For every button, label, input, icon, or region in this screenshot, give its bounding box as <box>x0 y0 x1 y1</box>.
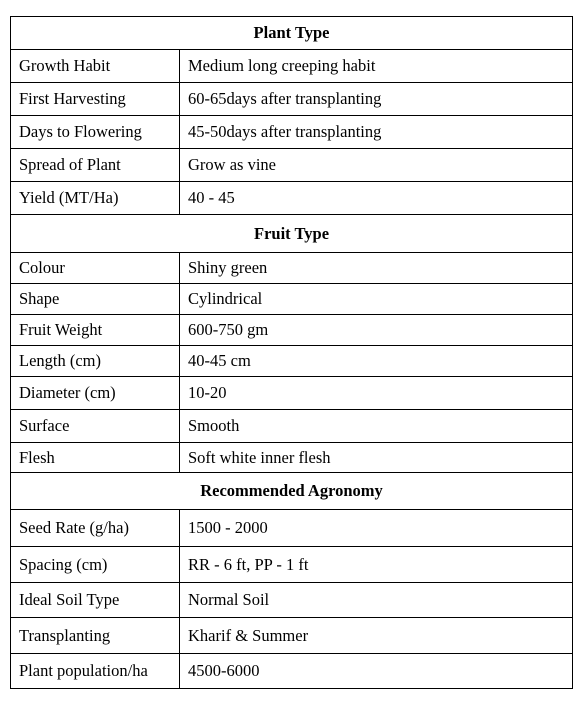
row-label: First Harvesting <box>11 83 180 116</box>
section-header-row <box>11 215 573 253</box>
table-row <box>11 116 573 149</box>
row-value: Kharif & Summer <box>180 618 573 654</box>
table-row <box>11 284 573 315</box>
row-value: 40-45 cm <box>180 346 573 377</box>
table-row <box>11 83 573 116</box>
row-value: Shiny green <box>180 253 573 284</box>
section-header-row <box>11 17 573 50</box>
row-label: Spread of Plant <box>11 149 180 182</box>
row-label: Spacing (cm) <box>11 547 180 583</box>
table-row <box>11 443 573 473</box>
row-value: 4500-6000 <box>180 654 573 689</box>
row-value: Grow as vine <box>180 149 573 182</box>
row-label: Diameter (cm) <box>11 377 180 410</box>
row-label: Flesh <box>11 443 180 473</box>
spec-table <box>10 16 573 689</box>
table-row <box>11 654 573 689</box>
row-label: Seed Rate (g/ha) <box>11 510 180 547</box>
section-title-recommended-agronomy: Recommended Agronomy <box>11 473 573 510</box>
row-label: Days to Flowering <box>11 116 180 149</box>
table-row <box>11 377 573 410</box>
table-row <box>11 618 573 654</box>
row-value: 60-65days after transplanting <box>180 83 573 116</box>
row-value: Medium long creeping habit <box>180 50 573 83</box>
row-label: Transplanting <box>11 618 180 654</box>
table-row <box>11 50 573 83</box>
row-label: Colour <box>11 253 180 284</box>
row-value: Cylindrical <box>180 284 573 315</box>
table-row <box>11 315 573 346</box>
table-row <box>11 182 573 215</box>
row-label: Yield (MT/Ha) <box>11 182 180 215</box>
row-label: Ideal Soil Type <box>11 583 180 618</box>
row-value: 1500 - 2000 <box>180 510 573 547</box>
table-row <box>11 410 573 443</box>
table-row <box>11 149 573 182</box>
row-value: 45-50days after transplanting <box>180 116 573 149</box>
table-row <box>11 583 573 618</box>
row-label: Length (cm) <box>11 346 180 377</box>
section-title-fruit-type: Fruit Type <box>11 215 573 253</box>
row-label: Plant population/ha <box>11 654 180 689</box>
row-value: 600-750 gm <box>180 315 573 346</box>
row-value: Smooth <box>180 410 573 443</box>
table-row <box>11 253 573 284</box>
table-row <box>11 547 573 583</box>
row-label: Growth Habit <box>11 50 180 83</box>
row-value: 40 - 45 <box>180 182 573 215</box>
row-value: RR - 6 ft, PP - 1 ft <box>180 547 573 583</box>
section-header-row <box>11 473 573 510</box>
table-row <box>11 346 573 377</box>
row-label: Surface <box>11 410 180 443</box>
row-value: 10-20 <box>180 377 573 410</box>
row-label: Fruit Weight <box>11 315 180 346</box>
row-value: Normal Soil <box>180 583 573 618</box>
row-value: Soft white inner flesh <box>180 443 573 473</box>
row-label: Shape <box>11 284 180 315</box>
table-row <box>11 510 573 547</box>
section-title-plant-type: Plant Type <box>11 17 573 50</box>
